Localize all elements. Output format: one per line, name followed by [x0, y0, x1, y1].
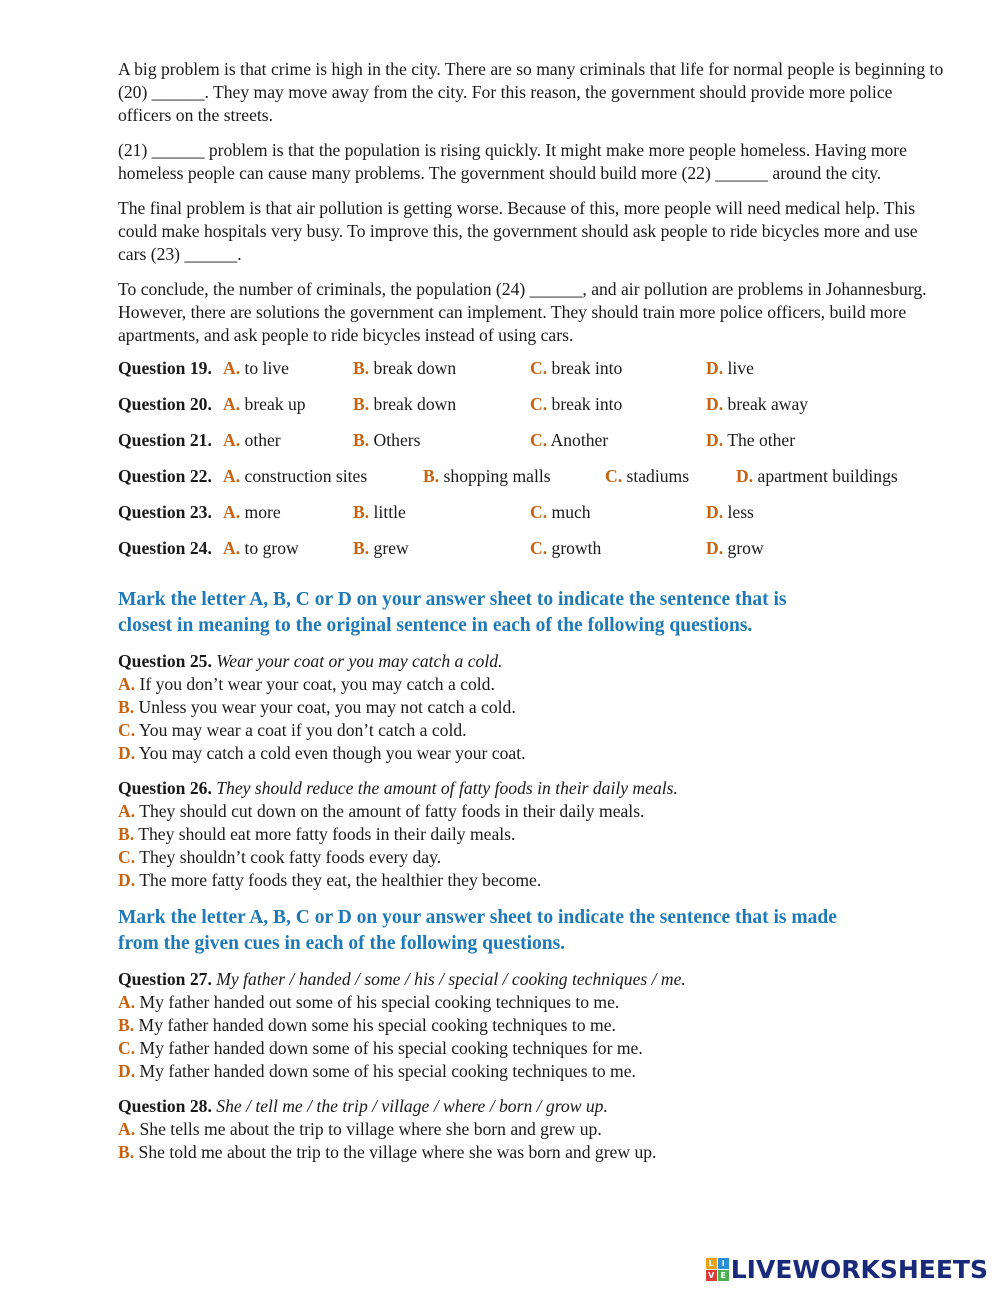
option-text: Unless you wear your coat, you may not catch a cold. [138, 697, 516, 717]
answer-option[interactable] [736, 465, 898, 488]
option-text: break down [373, 358, 457, 378]
option-letter: B. [118, 697, 135, 717]
section1-question-list [118, 650, 948, 892]
option-text: You may catch a cold even though you wear your coat. [138, 743, 526, 763]
answer-option[interactable] [118, 1118, 948, 1141]
answer-option[interactable] [118, 991, 948, 1014]
option-letter: D. [118, 1061, 136, 1081]
option-letter: A. [118, 1119, 136, 1139]
option-text: break up [244, 394, 306, 414]
question-label: Question 26. [118, 778, 212, 798]
option-letter: D. [706, 430, 724, 450]
question-block [118, 968, 948, 1083]
option-text: You may wear a coat if you don’t catch a cold. [138, 720, 467, 740]
option-letter: B. [423, 466, 440, 486]
logo-cell: L [706, 1258, 717, 1269]
option-letter: B. [118, 1015, 135, 1035]
option-text: other [244, 430, 281, 450]
mc-question-row [118, 537, 948, 573]
option-text: If you don’t wear your coat, you may catch a cold. [139, 674, 495, 694]
answer-option[interactable] [353, 393, 456, 416]
option-letter: D. [706, 358, 724, 378]
option-text: break down [373, 394, 457, 414]
answer-option[interactable] [118, 1037, 948, 1060]
option-text: My father handed out some of his special cooking techniques to me. [139, 992, 620, 1012]
question-label: Question 27. [118, 969, 212, 989]
answer-option[interactable] [118, 673, 948, 696]
option-text: less [727, 502, 754, 522]
section-heading-closest-meaning [118, 587, 948, 639]
option-letter: C. [118, 847, 136, 867]
mc-question-row [118, 393, 948, 429]
heading-line: Mark the letter A, B, C or D on your answer sheet to indicate the sentence that is made [118, 907, 837, 928]
question-stem [118, 777, 948, 800]
answer-option[interactable] [530, 357, 622, 380]
answer-option[interactable] [223, 357, 289, 380]
question-prompt: They should reduce the amount of fatty foods in their daily meals. [216, 778, 678, 798]
answer-option[interactable] [706, 537, 764, 560]
question-stem [118, 1095, 948, 1118]
option-text: stadiums [626, 466, 690, 486]
answer-option[interactable] [223, 465, 367, 488]
option-letter: C. [605, 466, 623, 486]
option-text: My father handed down some of his special cooking techniques to me. [139, 1061, 636, 1081]
question-stem [118, 650, 948, 673]
option-text: grew [373, 538, 409, 558]
option-letter: A. [118, 674, 136, 694]
option-letter: B. [353, 502, 370, 522]
answer-option[interactable] [353, 429, 420, 452]
answer-option[interactable] [353, 357, 456, 380]
option-letter: A. [223, 358, 241, 378]
option-letter: B. [118, 824, 135, 844]
option-text: live [727, 358, 754, 378]
question-label: Question 25. [118, 651, 212, 671]
answer-option[interactable] [118, 823, 948, 846]
option-letter: C. [530, 502, 548, 522]
answer-option[interactable] [118, 719, 948, 742]
logo-text: LIVEWORKSHEETS [730, 1254, 988, 1284]
answer-option[interactable] [118, 1014, 948, 1037]
option-text: Another [550, 430, 609, 450]
heading-line: Mark the letter A, B, C or D on your answer sheet to indicate the sentence that is [118, 589, 787, 610]
worksheet-page [118, 58, 948, 1176]
option-text: break away [727, 394, 809, 414]
option-letter: D. [736, 466, 754, 486]
passage-paragraph-2: (21) ______ problem is that the population is rising quickly. It might make more people homeless. Having more homeless people can cause many problems. The government should build more (22) ______ around the city. [118, 140, 907, 183]
answer-option[interactable] [118, 846, 948, 869]
option-letter: A. [223, 466, 241, 486]
option-letter: A. [118, 992, 136, 1012]
question-stem [118, 968, 948, 991]
option-text: The other [727, 430, 796, 450]
option-letter: B. [353, 430, 370, 450]
answer-option[interactable] [118, 696, 948, 719]
option-letter: A. [223, 430, 241, 450]
passage-paragraph-3: The final problem is that air pollution is getting worse. Because of this, more people will need medical help. This could make hospitals very busy. To improve this, the government should ask people to ride bicycles more and use cars (23) ______. [118, 198, 918, 264]
question-label: Question 22. [118, 466, 212, 486]
option-letter: A. [223, 394, 241, 414]
option-text: grow [727, 538, 764, 558]
mc-question-row [118, 501, 948, 537]
option-letter: D. [118, 743, 136, 763]
answer-option[interactable] [706, 393, 808, 416]
option-text: much [551, 502, 591, 522]
question-label: Question 21. [118, 430, 212, 450]
question-label: Question 23. [118, 502, 212, 522]
answer-option[interactable] [223, 429, 281, 452]
question-block [118, 1095, 948, 1164]
question-label: Question 24. [118, 538, 212, 558]
answer-option[interactable] [223, 501, 281, 524]
option-text: My father handed down some his special cooking techniques to me. [138, 1015, 616, 1035]
option-text: They should cut down on the amount of fatty foods in their daily meals. [139, 801, 645, 821]
option-text: break into [551, 358, 623, 378]
answer-option[interactable] [118, 800, 948, 823]
answer-option[interactable] [423, 465, 551, 488]
logo-cell: I [718, 1258, 729, 1269]
answer-option[interactable] [530, 501, 591, 524]
option-letter: D. [706, 394, 724, 414]
option-text: The more fatty foods they eat, the healthier they become. [139, 870, 542, 890]
option-letter: C. [530, 430, 548, 450]
option-text: construction sites [244, 466, 368, 486]
option-letter: D. [706, 502, 724, 522]
question-label: Question 20. [118, 394, 212, 414]
question-prompt: Wear your coat or you may catch a cold. [216, 651, 503, 671]
option-text: break into [551, 394, 623, 414]
answer-option[interactable] [118, 1141, 948, 1164]
mc-question-row [118, 429, 948, 465]
option-letter: C. [118, 1038, 136, 1058]
mc-question-row [118, 357, 948, 393]
mc-question-row [118, 465, 948, 501]
option-text: My father handed down some of his special cooking techniques for me. [139, 1038, 643, 1058]
answer-option[interactable] [223, 393, 306, 416]
option-letter: C. [530, 538, 548, 558]
option-letter: C. [530, 358, 548, 378]
answer-option[interactable] [353, 501, 406, 524]
section2-question-list [118, 968, 948, 1164]
option-text: They should eat more fatty foods in their daily meals. [138, 824, 516, 844]
logo-cell: E [718, 1270, 729, 1281]
option-text: more [244, 502, 281, 522]
option-letter: D. [706, 538, 724, 558]
option-letter: A. [223, 538, 241, 558]
option-letter: B. [118, 1142, 135, 1162]
answer-option[interactable] [353, 537, 409, 560]
option-text: to live [244, 358, 289, 378]
question-block [118, 777, 948, 892]
answer-option[interactable] [223, 537, 299, 560]
answer-option[interactable] [706, 429, 795, 452]
option-letter: B. [353, 394, 370, 414]
option-letter: A. [118, 801, 136, 821]
question-block [118, 650, 948, 765]
section-heading-given-cues [118, 905, 948, 957]
option-text: apartment buildings [757, 466, 898, 486]
answer-option[interactable] [118, 742, 948, 765]
liveworksheets-logo[interactable] [706, 1252, 988, 1286]
option-text: They shouldn’t cook fatty foods every day. [139, 847, 442, 867]
heading-line: from the given cues in each of the following questions. [118, 933, 566, 954]
option-letter: C. [118, 720, 136, 740]
mc-question-list [118, 357, 948, 573]
option-text: She tells me about the trip to village where she born and grew up. [139, 1119, 602, 1139]
option-text: Others [373, 430, 421, 450]
heading-line: closest in meaning to the original sentence in each of the following questions. [118, 615, 753, 636]
passage-paragraph-1: A big problem is that crime is high in the city. There are so many criminals that life for normal people is beginning to (20) ______. They may move away from the city. For this reason, the government should provide more police officers on the streets. [118, 59, 944, 125]
answer-option[interactable] [118, 1060, 948, 1083]
answer-option[interactable] [118, 869, 948, 892]
liveworksheets-logo-icon [706, 1258, 729, 1281]
option-letter: B. [353, 538, 370, 558]
option-letter: B. [353, 358, 370, 378]
answer-option[interactable] [605, 465, 689, 488]
logo-cell: V [706, 1270, 717, 1281]
passage-paragraph-4: To conclude, the number of criminals, the population (24) ______, and air pollution are problems in Johannesburg. However, there are solutions the government can implement. They should train more police officers, build more apartments, and ask people to ride bicycles instead of using cars. [118, 279, 927, 345]
option-text: She told me about the trip to the village where she was born and grew up. [138, 1142, 657, 1162]
question-prompt: My father / handed / some / his / special / cooking techniques / me. [216, 969, 686, 989]
question-prompt: She / tell me / the trip / village / where / born / grow up. [216, 1096, 608, 1116]
answer-option[interactable] [530, 393, 622, 416]
answer-option[interactable] [706, 357, 754, 380]
question-label: Question 19. [118, 358, 212, 378]
answer-option[interactable] [530, 537, 601, 560]
question-label: Question 28. [118, 1096, 212, 1116]
option-text: growth [551, 538, 602, 558]
option-text: to grow [244, 538, 299, 558]
option-letter: C. [530, 394, 548, 414]
answer-option[interactable] [706, 501, 754, 524]
option-letter: D. [118, 870, 136, 890]
option-text: little [373, 502, 406, 522]
option-letter: A. [223, 502, 241, 522]
option-text: shopping malls [443, 466, 551, 486]
answer-option[interactable] [530, 429, 608, 452]
